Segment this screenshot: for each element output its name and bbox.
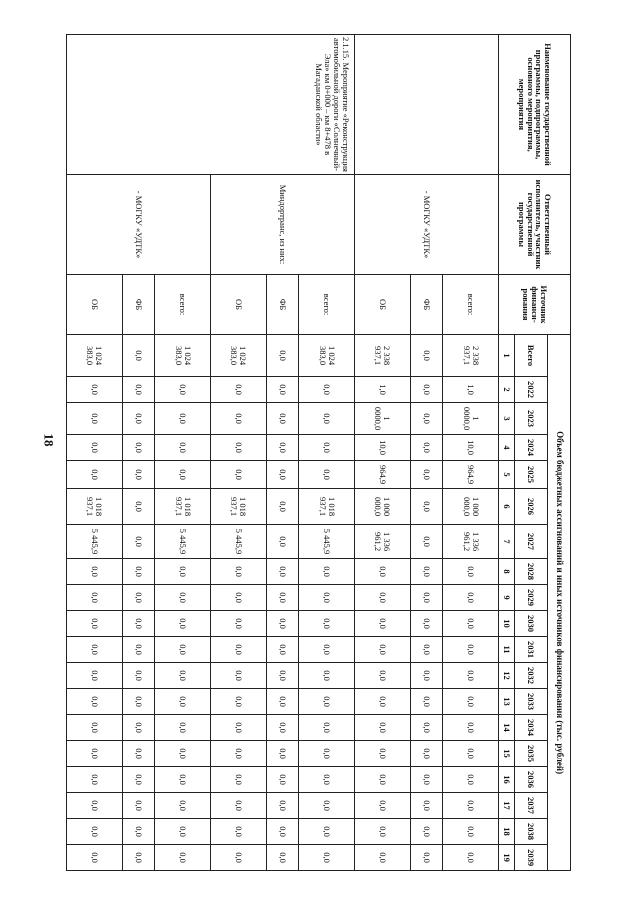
value-cell: 0,0 (266, 845, 299, 871)
value-cell: 0,0 (122, 819, 155, 845)
value-cell: 0,0 (266, 559, 299, 585)
value-cell: 0,0 (211, 559, 267, 585)
value-cell: 1 024 383,0 (155, 335, 211, 377)
measure-cell: 2.1.15. Мероприятие «Реконструкция автомобильной дороги «Солнечный-Эла» км 0+000 – км 8+478 в Магаданской области» (67, 35, 355, 175)
value-cell: 0,0 (266, 819, 299, 845)
header-col-number: 9 (499, 585, 515, 611)
value-cell: 0,0 (443, 715, 499, 741)
value-cell: 0,0 (410, 403, 443, 435)
value-cell: 0,0 (122, 525, 155, 559)
header-col-number: 4 (499, 435, 515, 461)
header-source: Источник финанси-рования (499, 275, 571, 335)
rotated-page-area (66, 34, 571, 868)
header-year: 2025 (515, 461, 548, 489)
value-cell: 1 336 961,2 (443, 525, 499, 559)
value-cell: 0,0 (67, 845, 123, 871)
value-cell: 0,0 (67, 767, 123, 793)
value-cell: 1 018 937,1 (299, 489, 355, 525)
funding-table-wrapper (66, 34, 571, 868)
value-cell: 0,0 (155, 559, 211, 585)
value-cell: 0,0 (67, 611, 123, 637)
header-year: 2034 (515, 715, 548, 741)
value-cell: 0,0 (155, 611, 211, 637)
header-year: 2033 (515, 689, 548, 715)
value-cell: 0,0 (211, 715, 267, 741)
header-col-number: 14 (499, 715, 515, 741)
value-cell: 5 445,9 (155, 525, 211, 559)
value-cell: 0,0 (443, 611, 499, 637)
value-cell: 0,0 (67, 715, 123, 741)
value-cell: 5 445,9 (67, 525, 123, 559)
value-cell: 0,0 (410, 335, 443, 377)
value-cell: 0,0 (355, 715, 411, 741)
header-funding: Объем бюджетных ассигнований и иных источников финансирования (тыс. рублей) (547, 335, 570, 871)
value-cell: 0,0 (155, 663, 211, 689)
value-cell: 0,0 (410, 767, 443, 793)
header-year: 2022 (515, 377, 548, 403)
value-cell: 0,0 (266, 461, 299, 489)
value-cell: 1,0 (355, 377, 411, 403)
value-cell: 0,0 (211, 611, 267, 637)
header-year: 2031 (515, 637, 548, 663)
value-cell: 0,0 (266, 525, 299, 559)
header-row-top (547, 35, 570, 871)
header-year: 2029 (515, 585, 548, 611)
value-cell: 0,0 (266, 435, 299, 461)
value-cell: 0,0 (443, 559, 499, 585)
header-year: 2026 (515, 489, 548, 525)
header-col-number: 5 (499, 461, 515, 489)
header-year: 2039 (515, 845, 548, 871)
value-cell: 0,0 (211, 819, 267, 845)
value-cell: 0,0 (355, 611, 411, 637)
value-cell: 0,0 (67, 377, 123, 403)
value-cell: 1 024 383,0 (67, 335, 123, 377)
value-cell: 0,0 (67, 461, 123, 489)
value-cell: 0,0 (443, 663, 499, 689)
value-cell: 0,0 (122, 559, 155, 585)
value-cell: 0,0 (155, 689, 211, 715)
value-cell: 0,0 (410, 793, 443, 819)
value-cell: 0,0 (355, 663, 411, 689)
value-cell: 0,0 (355, 793, 411, 819)
value-cell: 0,0 (266, 585, 299, 611)
value-cell: 0,0 (122, 335, 155, 377)
value-cell: 0,0 (122, 715, 155, 741)
value-cell: 0,0 (122, 611, 155, 637)
header-col-number: 15 (499, 741, 515, 767)
value-cell: 0,0 (122, 461, 155, 489)
value-cell: 0,0 (443, 585, 499, 611)
header-col-number: 10 (499, 611, 515, 637)
header-measure: Наименование государственной программы, подпрограммы, основного мероприятия, мероприятия (499, 35, 571, 175)
value-cell: 0,0 (299, 793, 355, 819)
value-cell: 0,0 (211, 637, 267, 663)
source-cell: ОБ (211, 275, 267, 335)
value-cell: 0,0 (410, 585, 443, 611)
value-cell: 0,0 (410, 489, 443, 525)
value-cell: 0,0 (211, 435, 267, 461)
executor-cell: Миндортранс, из них: (211, 175, 355, 275)
value-cell: 2 338 937,1 (443, 335, 499, 377)
value-cell: 0,0 (122, 435, 155, 461)
header-col-number: 6 (499, 489, 515, 525)
value-cell: 0,0 (155, 715, 211, 741)
value-cell: 0,0 (410, 663, 443, 689)
header-year: 2035 (515, 741, 548, 767)
value-cell: 0,0 (67, 689, 123, 715)
value-cell: 0,0 (410, 461, 443, 489)
value-cell: 0,0 (299, 767, 355, 793)
header-year: 2037 (515, 793, 548, 819)
value-cell: 0,0 (155, 767, 211, 793)
value-cell: 0,0 (122, 403, 155, 435)
value-cell: 0,0 (122, 741, 155, 767)
value-cell: 0,0 (410, 689, 443, 715)
value-cell: 0,0 (266, 715, 299, 741)
header-col-number: 2 (499, 377, 515, 403)
header-col-number: 12 (499, 663, 515, 689)
funding-table (66, 34, 571, 871)
value-cell: 0,0 (443, 637, 499, 663)
value-cell: 0,0 (299, 819, 355, 845)
value-cell: 0,0 (355, 819, 411, 845)
value-cell: 0,0 (299, 435, 355, 461)
value-cell: 0,0 (155, 435, 211, 461)
value-cell: 0,0 (355, 741, 411, 767)
value-cell: 5 445,9 (211, 525, 267, 559)
value-cell: 0,0 (122, 377, 155, 403)
value-cell: 0,0 (299, 403, 355, 435)
value-cell: 0,0 (122, 793, 155, 819)
source-cell: всего: (155, 275, 211, 335)
value-cell: 10,0 (355, 435, 411, 461)
header-col-number: 11 (499, 637, 515, 663)
value-cell: 0,0 (211, 585, 267, 611)
value-cell: 1 0000,0 (355, 403, 411, 435)
source-cell: ФБ (410, 275, 443, 335)
header-year: 2032 (515, 663, 548, 689)
header-year: 2024 (515, 435, 548, 461)
value-cell: 0,0 (211, 845, 267, 871)
value-cell: 0,0 (155, 741, 211, 767)
value-cell: 0,0 (355, 845, 411, 871)
value-cell: 0,0 (211, 663, 267, 689)
value-cell: 0,0 (122, 767, 155, 793)
header-year: 2027 (515, 525, 548, 559)
value-cell: 1 018 937,1 (155, 489, 211, 525)
value-cell: 0,0 (299, 377, 355, 403)
value-cell: 0,0 (67, 793, 123, 819)
value-cell: 0,0 (67, 741, 123, 767)
source-cell: всего: (299, 275, 355, 335)
value-cell: 0,0 (266, 741, 299, 767)
value-cell: 0,0 (443, 845, 499, 871)
value-cell: 0,0 (355, 767, 411, 793)
header-col-number: 8 (499, 559, 515, 585)
value-cell: 0,0 (67, 819, 123, 845)
value-cell: 0,0 (155, 585, 211, 611)
value-cell: 0,0 (155, 403, 211, 435)
value-cell: 0,0 (266, 403, 299, 435)
value-cell: 0,0 (410, 611, 443, 637)
header-col-number: 7 (499, 525, 515, 559)
page-number: 18 (41, 433, 57, 447)
value-cell: 5 445,9 (299, 525, 355, 559)
header-col-number: 19 (499, 845, 515, 871)
table-row (299, 35, 355, 871)
header-executor: Ответственный исполнитель, участник государственной программы (499, 175, 571, 275)
value-cell: 0,0 (299, 559, 355, 585)
value-cell: 0,0 (266, 637, 299, 663)
value-cell: 0,0 (266, 611, 299, 637)
value-cell: 0,0 (410, 559, 443, 585)
value-cell: 0,0 (299, 611, 355, 637)
value-cell: 0,0 (122, 663, 155, 689)
value-cell: 10,0 (443, 435, 499, 461)
value-cell: 0,0 (122, 845, 155, 871)
value-cell: 0,0 (443, 741, 499, 767)
value-cell: 964,9 (443, 461, 499, 489)
table-row (443, 35, 499, 871)
value-cell: 0,0 (410, 525, 443, 559)
value-cell: 0,0 (299, 461, 355, 489)
value-cell: 1 336 961,2 (355, 525, 411, 559)
header-year: 2030 (515, 611, 548, 637)
value-cell: 0,0 (266, 489, 299, 525)
value-cell: 0,0 (410, 819, 443, 845)
value-cell: 0,0 (299, 715, 355, 741)
value-cell: 0,0 (410, 435, 443, 461)
value-cell: 0,0 (443, 689, 499, 715)
value-cell: 0,0 (299, 845, 355, 871)
value-cell: 0,0 (410, 637, 443, 663)
value-cell: 0,0 (211, 689, 267, 715)
value-cell: 0,0 (266, 793, 299, 819)
value-cell: 0,0 (155, 637, 211, 663)
value-cell: 1 0000,0 (443, 403, 499, 435)
value-cell: 0,0 (410, 377, 443, 403)
value-cell: 1,0 (443, 377, 499, 403)
table-body (67, 35, 571, 871)
header-year: 2038 (515, 819, 548, 845)
value-cell: 0,0 (67, 559, 123, 585)
value-cell: 0,0 (355, 637, 411, 663)
value-cell: 1 000 000,0 (443, 489, 499, 525)
value-cell: 0,0 (211, 741, 267, 767)
value-cell: 0,0 (155, 845, 211, 871)
value-cell: 0,0 (67, 637, 123, 663)
value-cell: 1 024 383,0 (211, 335, 267, 377)
header-year: 2023 (515, 403, 548, 435)
value-cell: 0,0 (155, 461, 211, 489)
header-col-number: 17 (499, 793, 515, 819)
value-cell: 1 000 000,0 (355, 489, 411, 525)
measure-cell (355, 35, 499, 175)
header-col-number: 3 (499, 403, 515, 435)
header-col-number: 16 (499, 767, 515, 793)
value-cell: 0,0 (67, 435, 123, 461)
source-cell: ФБ (266, 275, 299, 335)
value-cell: 0,0 (266, 335, 299, 377)
value-cell: 0,0 (355, 689, 411, 715)
value-cell: 0,0 (211, 403, 267, 435)
value-cell: 0,0 (122, 489, 155, 525)
value-cell: 0,0 (67, 403, 123, 435)
value-cell: 0,0 (410, 741, 443, 767)
value-cell: 0,0 (410, 715, 443, 741)
header-col-number: 13 (499, 689, 515, 715)
value-cell: 0,0 (211, 461, 267, 489)
value-cell: 0,0 (299, 689, 355, 715)
value-cell: 0,0 (211, 377, 267, 403)
value-cell: 0,0 (122, 585, 155, 611)
header-total: Всего (515, 335, 548, 377)
value-cell: 2 338 937,1 (355, 335, 411, 377)
header-year: 2028 (515, 559, 548, 585)
value-cell: 0,0 (443, 793, 499, 819)
value-cell: 0,0 (211, 793, 267, 819)
value-cell: 0,0 (266, 767, 299, 793)
value-cell: 0,0 (266, 377, 299, 403)
value-cell: 0,0 (155, 793, 211, 819)
header-col-number: 18 (499, 819, 515, 845)
source-cell: ФБ (122, 275, 155, 335)
value-cell: 0,0 (122, 689, 155, 715)
value-cell: 0,0 (122, 637, 155, 663)
value-cell: 0,0 (155, 819, 211, 845)
value-cell: 0,0 (299, 585, 355, 611)
value-cell: 0,0 (443, 767, 499, 793)
header-col-number: 1 (499, 335, 515, 377)
value-cell: 0,0 (355, 559, 411, 585)
value-cell: 0,0 (355, 585, 411, 611)
value-cell: 0,0 (443, 819, 499, 845)
value-cell: 0,0 (299, 637, 355, 663)
value-cell: 964,9 (355, 461, 411, 489)
value-cell: 0,0 (67, 585, 123, 611)
value-cell: 0,0 (410, 845, 443, 871)
header-year: 2036 (515, 767, 548, 793)
source-cell: всего: (443, 275, 499, 335)
value-cell: 1 018 937,1 (211, 489, 267, 525)
value-cell: 1 024 383,0 (299, 335, 355, 377)
executor-cell: - МОГКУ «УДТК» (67, 175, 211, 275)
value-cell: 0,0 (155, 377, 211, 403)
value-cell: 0,0 (211, 767, 267, 793)
source-cell: ОБ (67, 275, 123, 335)
value-cell: 1 018 937,1 (67, 489, 123, 525)
source-cell: ОБ (355, 275, 411, 335)
value-cell: 0,0 (299, 741, 355, 767)
value-cell: 0,0 (299, 663, 355, 689)
value-cell: 0,0 (266, 663, 299, 689)
value-cell: 0,0 (266, 689, 299, 715)
value-cell: 0,0 (67, 663, 123, 689)
executor-cell: - МОГКУ «УДТК» (355, 175, 499, 275)
